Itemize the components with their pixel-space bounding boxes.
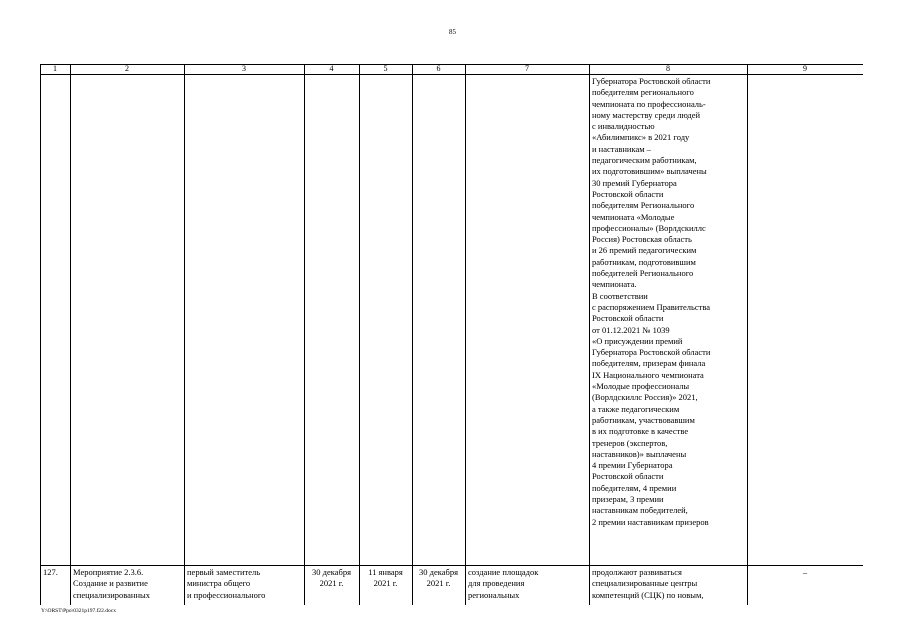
column-number-7: 7 [525, 64, 529, 73]
column-number-6: 6 [436, 64, 441, 73]
page-number: 85 [449, 28, 456, 36]
file-path-footer: Y:\ORST\Ppo\0321p197.f22.docx [41, 608, 116, 614]
column-number-5: 5 [383, 64, 388, 73]
column-number-9: 9 [803, 64, 807, 73]
column-number-4: 4 [329, 64, 334, 73]
column-number-8: 8 [666, 64, 670, 73]
row-127-end-date: 30 декабря 2021 г. [419, 567, 458, 589]
row-127-number: 127. [43, 567, 58, 577]
column-number-3: 3 [242, 64, 246, 73]
row-127-activity: Мероприятие 2.3.6. Создание и развитие специализированных [73, 567, 150, 600]
column-number-1: 1 [53, 64, 57, 73]
row-127-actual-result: продолжают развиваться специализированные центры компетенций (СЦК) по новым, [592, 567, 704, 600]
row-127-planned-date: 30 декабря 2021 г. [312, 567, 351, 589]
report-table [40, 64, 863, 605]
continued-row-col8-text: Губернатора Ростовской области победителям регионального чемпионата по профессиональ- ному мастерству среди людей с инвалидностью «Абилимпикс» в 2021 году и наставникам – педагогическим работникам, их подготовившим» выплачены 30 премий Губернатора Ростовской области победителям Регионального чемпионата «Молодые профессионалы» (Ворлдскиллс Россия) Ростовская область и 26 премий педагогическим работникам, подготовившим победителей Регионального чемпионата. В соответствии с распоряжением Правительства Ростовской области от 01.12.2021 № 1039 «О присуждении премий Губернатора Ростовской области победителям, призерам финала IX Национального чемпионата «Молодые профессионалы (Ворлдскиллс Россия)» 2021, а также педагогическим работникам, участвовавшим в их подготовке в качестве тренеров (экспертов, наставников)» выплачены 4 премии Губернатора Ростовской области победителям, 4 премии призерам, 3 премии наставникам победителей, 2 премии наставникам призеров [592, 76, 711, 527]
row-127-responsible: первый заместитель министра общего и профессионального [187, 567, 266, 600]
row-127-expected-result: создание площадок для проведения региональных [468, 567, 539, 600]
row-127-notes: – [802, 567, 808, 577]
row-127-start-date: 11 января 2021 г. [368, 567, 403, 589]
column-number-2: 2 [125, 64, 129, 73]
